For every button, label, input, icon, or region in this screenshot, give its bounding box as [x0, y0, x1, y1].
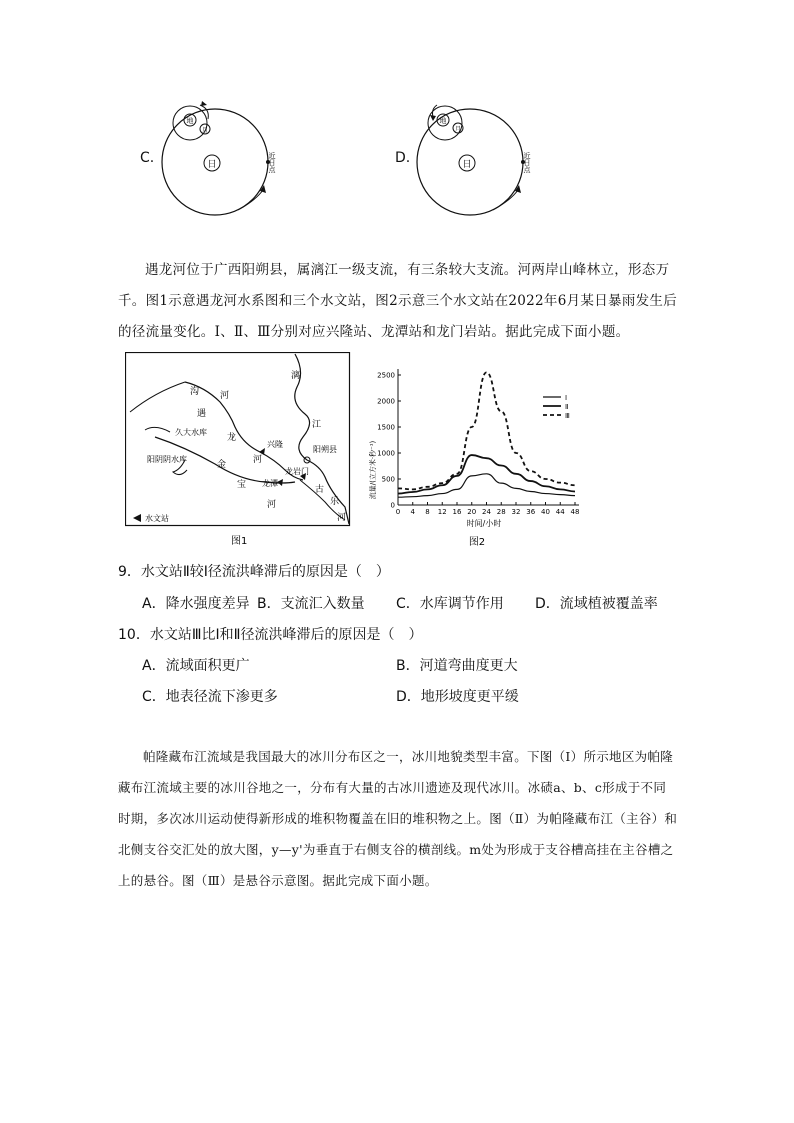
figure-1-map: [125, 352, 355, 552]
question-9-stem: 9．水文站Ⅱ较Ⅰ径流洪峰滞后的原因是（ ）: [118, 564, 390, 580]
chart-x-tick-label: 8: [425, 508, 430, 516]
orbit-diagram-c: [158, 95, 278, 220]
chart-series-line-3: [398, 372, 575, 489]
chart-y-tick-label: 500: [381, 475, 395, 484]
earth-label: 地: [186, 117, 194, 125]
map-label-he1: 河: [220, 391, 230, 401]
figure-2-chart: [365, 360, 590, 550]
chart-legend-label-3: Ⅲ: [565, 412, 570, 420]
map-label-jiuda: 久大水库: [175, 428, 207, 437]
chart-y-tick-label: 2000: [377, 397, 395, 406]
map-label-he2: 河: [253, 455, 263, 465]
map-label-longyanmen: 龙岩门: [285, 467, 309, 476]
moon-label: 月: [454, 126, 462, 133]
chart-y-tick-label: 0: [390, 501, 395, 510]
map-label-bao: 宝: [237, 480, 247, 490]
map-label-gu: 古: [315, 485, 325, 495]
chart-x-tick-label: 20: [467, 508, 477, 516]
map-label-longtan: 龙潭: [262, 479, 278, 488]
chart-y-axis-label: 流量/(立方米·秒⁻¹): [369, 440, 377, 500]
option-d-label: D.: [395, 150, 411, 166]
map-label-yangyang: 阳阴阴水库: [147, 455, 187, 464]
question-10-option-b: B．河道弯曲度更大: [396, 658, 518, 674]
chart-series-line-1: [398, 474, 575, 497]
sun-label: 日: [207, 160, 217, 170]
perihelion-label: 近日点: [523, 152, 531, 173]
chart-x-tick-label: 12: [437, 508, 447, 516]
question-10-option-c: C．地表径流下渗更多: [142, 689, 278, 705]
map-label-yangshuo: 阳朔县: [313, 445, 337, 454]
chart-y-tick-label: 2500: [377, 371, 395, 380]
question-9-option-c: C．水库调节作用: [396, 596, 504, 612]
chart-x-tick-label: 44: [555, 508, 565, 516]
option-c-label: C.: [140, 150, 155, 166]
moon-label: 月: [201, 127, 209, 134]
map-label-li: 漓: [291, 371, 301, 381]
chart-x-tick-label: 16: [452, 508, 462, 516]
chart-y-tick-label: 1500: [377, 423, 395, 432]
map-label-long: 龙: [227, 433, 237, 443]
question-10-stem: 10．水文站Ⅲ比Ⅰ和Ⅱ径流洪峰滞后的原因是（ ）: [118, 627, 423, 643]
passage-1: 遇龙河位于广西阳朔县，属漓江一级支流，有三条较大支流。河两岸山峰林立，形态万千。图1示意遇龙河水系图和三个水文站，图2示意三个水文站在2022年6月某日暴雨发生后的径流量变化。Ⅰ、Ⅱ、Ⅲ分别对应兴隆站、龙潭站和龙门岩站。据此完成下面小题。: [118, 262, 678, 340]
chart-x-axis-label: 时间/小时: [466, 519, 502, 528]
question-9-option-b: B．支流汇入数量: [257, 596, 365, 612]
figure-2-caption: 图2: [468, 537, 486, 548]
question-10-option-a: A．流域面积更广: [142, 658, 250, 674]
map-label-jin: 金: [217, 460, 227, 470]
map-label-he4: 河: [337, 513, 347, 523]
question-10-option-d: D．地形坡度更平缓: [396, 689, 519, 705]
chart-x-tick-label: 40: [541, 508, 550, 516]
map-label-gou: 沟: [190, 387, 200, 397]
chart-y-tick-label: 1000: [377, 449, 395, 458]
map-label-jiang: 江: [312, 420, 322, 430]
chart-x-tick-label: 36: [526, 508, 536, 516]
question-9-option-a: A．降水强度差异: [142, 596, 250, 612]
map-label-xinglong: 兴隆: [267, 440, 283, 449]
map-label-le: 乐: [330, 497, 340, 507]
chart-x-tick-label: 24: [482, 508, 491, 516]
perihelion-label: 近日点: [268, 152, 276, 173]
chart-x-tick-label: 48: [570, 508, 580, 516]
sun-label: 日: [462, 160, 472, 170]
orbit-diagram-d: [413, 95, 533, 220]
map-label-yu: 遇: [197, 409, 207, 419]
chart-legend-label-1: Ⅰ: [565, 394, 568, 402]
passage-2: 帕隆藏布江流域是我国最大的冰川分布区之一，冰川地貌类型丰富。下图（Ⅰ）所示地区为帕隆藏布江流域主要的冰川谷地之一，分布有大量的古冰川遗迹及现代冰川。冰碛a、b、c形成于不同时期，多次冰川运动使得新形成的堆积物覆盖在旧的堆积物之上。图（Ⅱ）为帕隆藏布江（主谷）和北侧支谷交汇处的放大图，y—y'为垂直于右侧支谷的横剖线。m处为形成于支谷槽高挂在主谷槽之上的悬谷。图（Ⅲ）是悬谷示意图。据此完成下面小题。: [118, 749, 678, 888]
earth-label: 地: [439, 117, 447, 125]
chart-x-tick-label: 0: [395, 508, 401, 516]
chart-x-tick-label: 4: [410, 508, 415, 516]
map-legend-station: 水文站: [145, 514, 169, 523]
figure-1-caption: 图1: [231, 536, 248, 547]
map-label-he3: 河: [267, 500, 277, 510]
chart-x-tick-label: 28: [496, 508, 506, 516]
chart-x-tick-label: 32: [511, 508, 521, 516]
chart-legend-label-2: Ⅱ: [565, 403, 569, 411]
question-9-option-d: D．流域植被覆盖率: [535, 596, 658, 612]
